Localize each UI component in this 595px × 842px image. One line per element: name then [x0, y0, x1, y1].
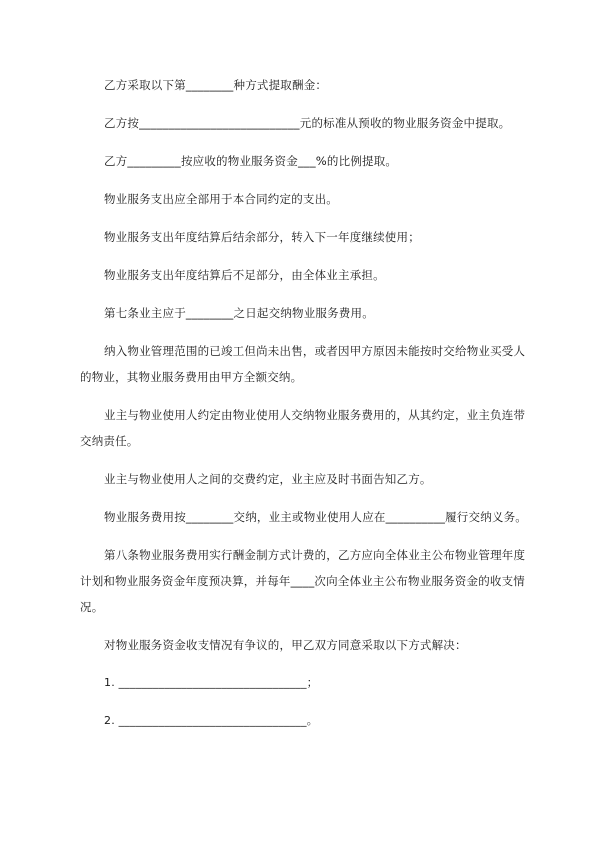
paragraph-fixed-standard: 乙方按___________________________元的标准从预收的物业服务资金中提取。 — [104, 116, 511, 130]
paragraph-commission-method: 乙方采取以下第________种方式提取酬金： — [104, 78, 328, 92]
paragraph-article-7: 第七条业主应于________之日起交纳物业服务费用。 — [104, 306, 374, 320]
paragraph-notify: 业主与物业使用人之间的交费约定，业主应及时书面告知乙方。 — [104, 472, 432, 486]
paragraph-surplus: 物业服务支出年度结算后结余部分，转入下一年度继续使用； — [104, 230, 420, 244]
paragraph-percentage: 乙方_________按应收的物业服务资金___%的比例提取。 — [104, 154, 398, 168]
paragraph-payment-terms: 物业服务费用按________交纳，业主或物业使用人应在__________履行交纳义务。 — [104, 510, 527, 524]
paragraph-dispute: 对物业服务资金收支情况有争议的，甲乙双方同意采取以下方式解决： — [104, 638, 467, 652]
paragraph-expense-usage: 物业服务支出应全部用于本合同约定的支出。 — [104, 192, 338, 206]
paragraph-unsold-property: 纳入物业管理范围的已竣工但尚未出售，或者因甲方原因未能按时交给物业买受人的物业，其物业服务费用由甲方全额交纳。 — [80, 344, 526, 384]
paragraph-joint-liability: 业主与物业使用人约定由物业使用人交纳物业服务费用的，从其约定，业主负连带交纳责任。 — [80, 408, 526, 448]
paragraph-article-8: 第八条物业服务费用实行酬金制方式计费的，乙方应向全体业主公布物业管理年度计划和物业服务资金年度预决算，并每年____次向全体业主公布物业服务资金的收支情况。 — [80, 548, 526, 614]
paragraph-deficit: 物业服务支出年度结算后不足部分，由全体业主承担。 — [104, 268, 385, 282]
list-item-2: 2. _________________________________。 — [104, 714, 318, 727]
list-item-1: 1. _________________________________； — [104, 676, 318, 689]
